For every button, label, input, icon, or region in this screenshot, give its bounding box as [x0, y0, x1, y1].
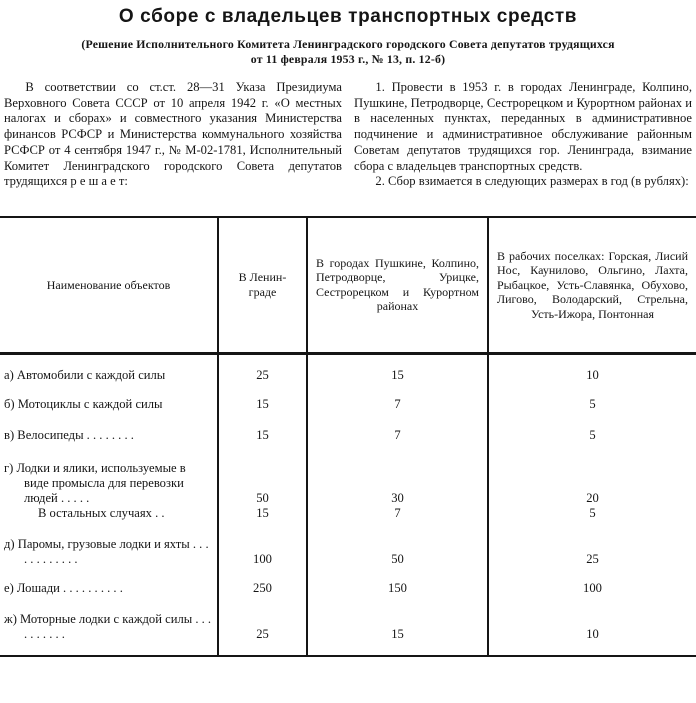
point-1-paragraph: 1. Провести в 1953 г. в городах Ленинграде, Колпино, Пушкине, Петродворце, Сестрорецком и Курортном районах и в населенных пунктах, переданных в административное подчинение и административное обслуживание районным Советам депутатов трудящихся гор. Ленинграда, взимание сбора с владельцев транспортных средств.	[354, 80, 692, 173]
row-label: а) Автомобили с каждой силы	[4, 367, 166, 382]
intro-columns	[0, 66, 696, 190]
row-label: в) Велосипеды . . . . . . . .	[4, 427, 134, 442]
rate-settlements: 20	[488, 454, 696, 506]
row-label: ж) Моторные лодки с каждой силы . . . . . . . . . .	[4, 611, 212, 641]
rate-leningrad: 100	[218, 530, 307, 576]
rate-leningrad: 250	[218, 576, 307, 607]
rate-settlements: 5	[488, 392, 696, 423]
row-label: В остальных случаях . .	[38, 505, 165, 520]
table-row-automobiles	[0, 353, 696, 392]
col-header-settlements: В рабочих поселках: Горская, Лисий Нос, Каунилово, Ольгино, Лахта, Рыбацкое, Усть-Славянка, Обухово, Лигово, Володарский, Стрельна, Усть-Ижора, Понтонная	[488, 217, 696, 354]
rate-settlements: 5	[488, 423, 696, 454]
rate-towns: 7	[307, 392, 488, 423]
subtitle-line-2: от 11 февраля 1953 г., № 13, п. 12-б)	[250, 51, 446, 66]
col-header-leningrad: В Ленин-граде	[218, 217, 307, 354]
point-2-paragraph: 2. Сбор взимается в следующих размерах в год (в рублях):	[375, 174, 689, 189]
intro-right-column	[354, 80, 692, 190]
table-row-boats-other	[0, 506, 696, 530]
intro-left-column	[4, 80, 342, 190]
rate-leningrad: 15	[218, 392, 307, 423]
rate-leningrad: 25	[218, 607, 307, 656]
rate-towns: 30	[307, 454, 488, 506]
table-row-horses	[0, 576, 696, 607]
preamble-paragraph: В соответствии со ст.ст. 28—31 Указа Президиума Верховного Совета СССР от 10 апреля 1942 г. «О местных налогах и сборах» и совместного указания Министерства финансов РСФСР и Министерства коммунального хозяйства РСФСР от 4 сентября 1947 г., № М-02-1781, Исполнительный Комитет Ленинградского городского Совета депутатов трудящихся р е ш а е т:	[4, 80, 342, 189]
rate-leningrad: 25	[218, 353, 307, 392]
row-label: е) Лошади . . . . . . . . . .	[4, 580, 123, 595]
rate-towns: 15	[307, 353, 488, 392]
rate-towns: 15	[307, 607, 488, 656]
rates-table-header	[0, 217, 696, 354]
rate-towns: 50	[307, 530, 488, 576]
rate-settlements: 10	[488, 353, 696, 392]
rates-table	[0, 216, 696, 657]
table-row-motorcycles	[0, 392, 696, 423]
rate-settlements: 25	[488, 530, 696, 576]
table-row-motorboats	[0, 607, 696, 656]
col-header-objects: Наименование объектов	[0, 217, 218, 354]
rate-settlements: 5	[488, 506, 696, 530]
row-label: д) Паромы, грузовые лодки и яхты . . . . . . . . . . . .	[4, 536, 209, 566]
rate-settlements: 10	[488, 607, 696, 656]
rate-towns: 150	[307, 576, 488, 607]
document-title: О сборе с владельцев транспортных средств	[118, 6, 578, 27]
rate-leningrad: 15	[218, 506, 307, 530]
rate-towns: 7	[307, 506, 488, 530]
table-row-boats-trade	[0, 454, 696, 506]
rates-table-body	[0, 353, 696, 656]
document-subtitle	[4, 37, 692, 66]
rate-settlements: 100	[488, 576, 696, 607]
table-row-ferries-yachts	[0, 530, 696, 576]
row-label: г) Лодки и ялики, используемые в виде промысла для перевозки людей . . . . .	[4, 460, 186, 505]
rate-leningrad: 50	[218, 454, 307, 506]
table-row-bicycles	[0, 423, 696, 454]
rate-leningrad: 15	[218, 423, 307, 454]
subtitle-line-1: (Решение Исполнительного Комитета Ленинградского городского Совета депутатов трудящихся	[81, 37, 615, 51]
col-header-towns: В городах Пушкине, Колпино, Петродворце, Урицке, Сестрорецком и Курортном районах	[307, 217, 488, 354]
row-label: б) Мотоциклы с каждой силы	[4, 396, 163, 411]
rate-towns: 7	[307, 423, 488, 454]
